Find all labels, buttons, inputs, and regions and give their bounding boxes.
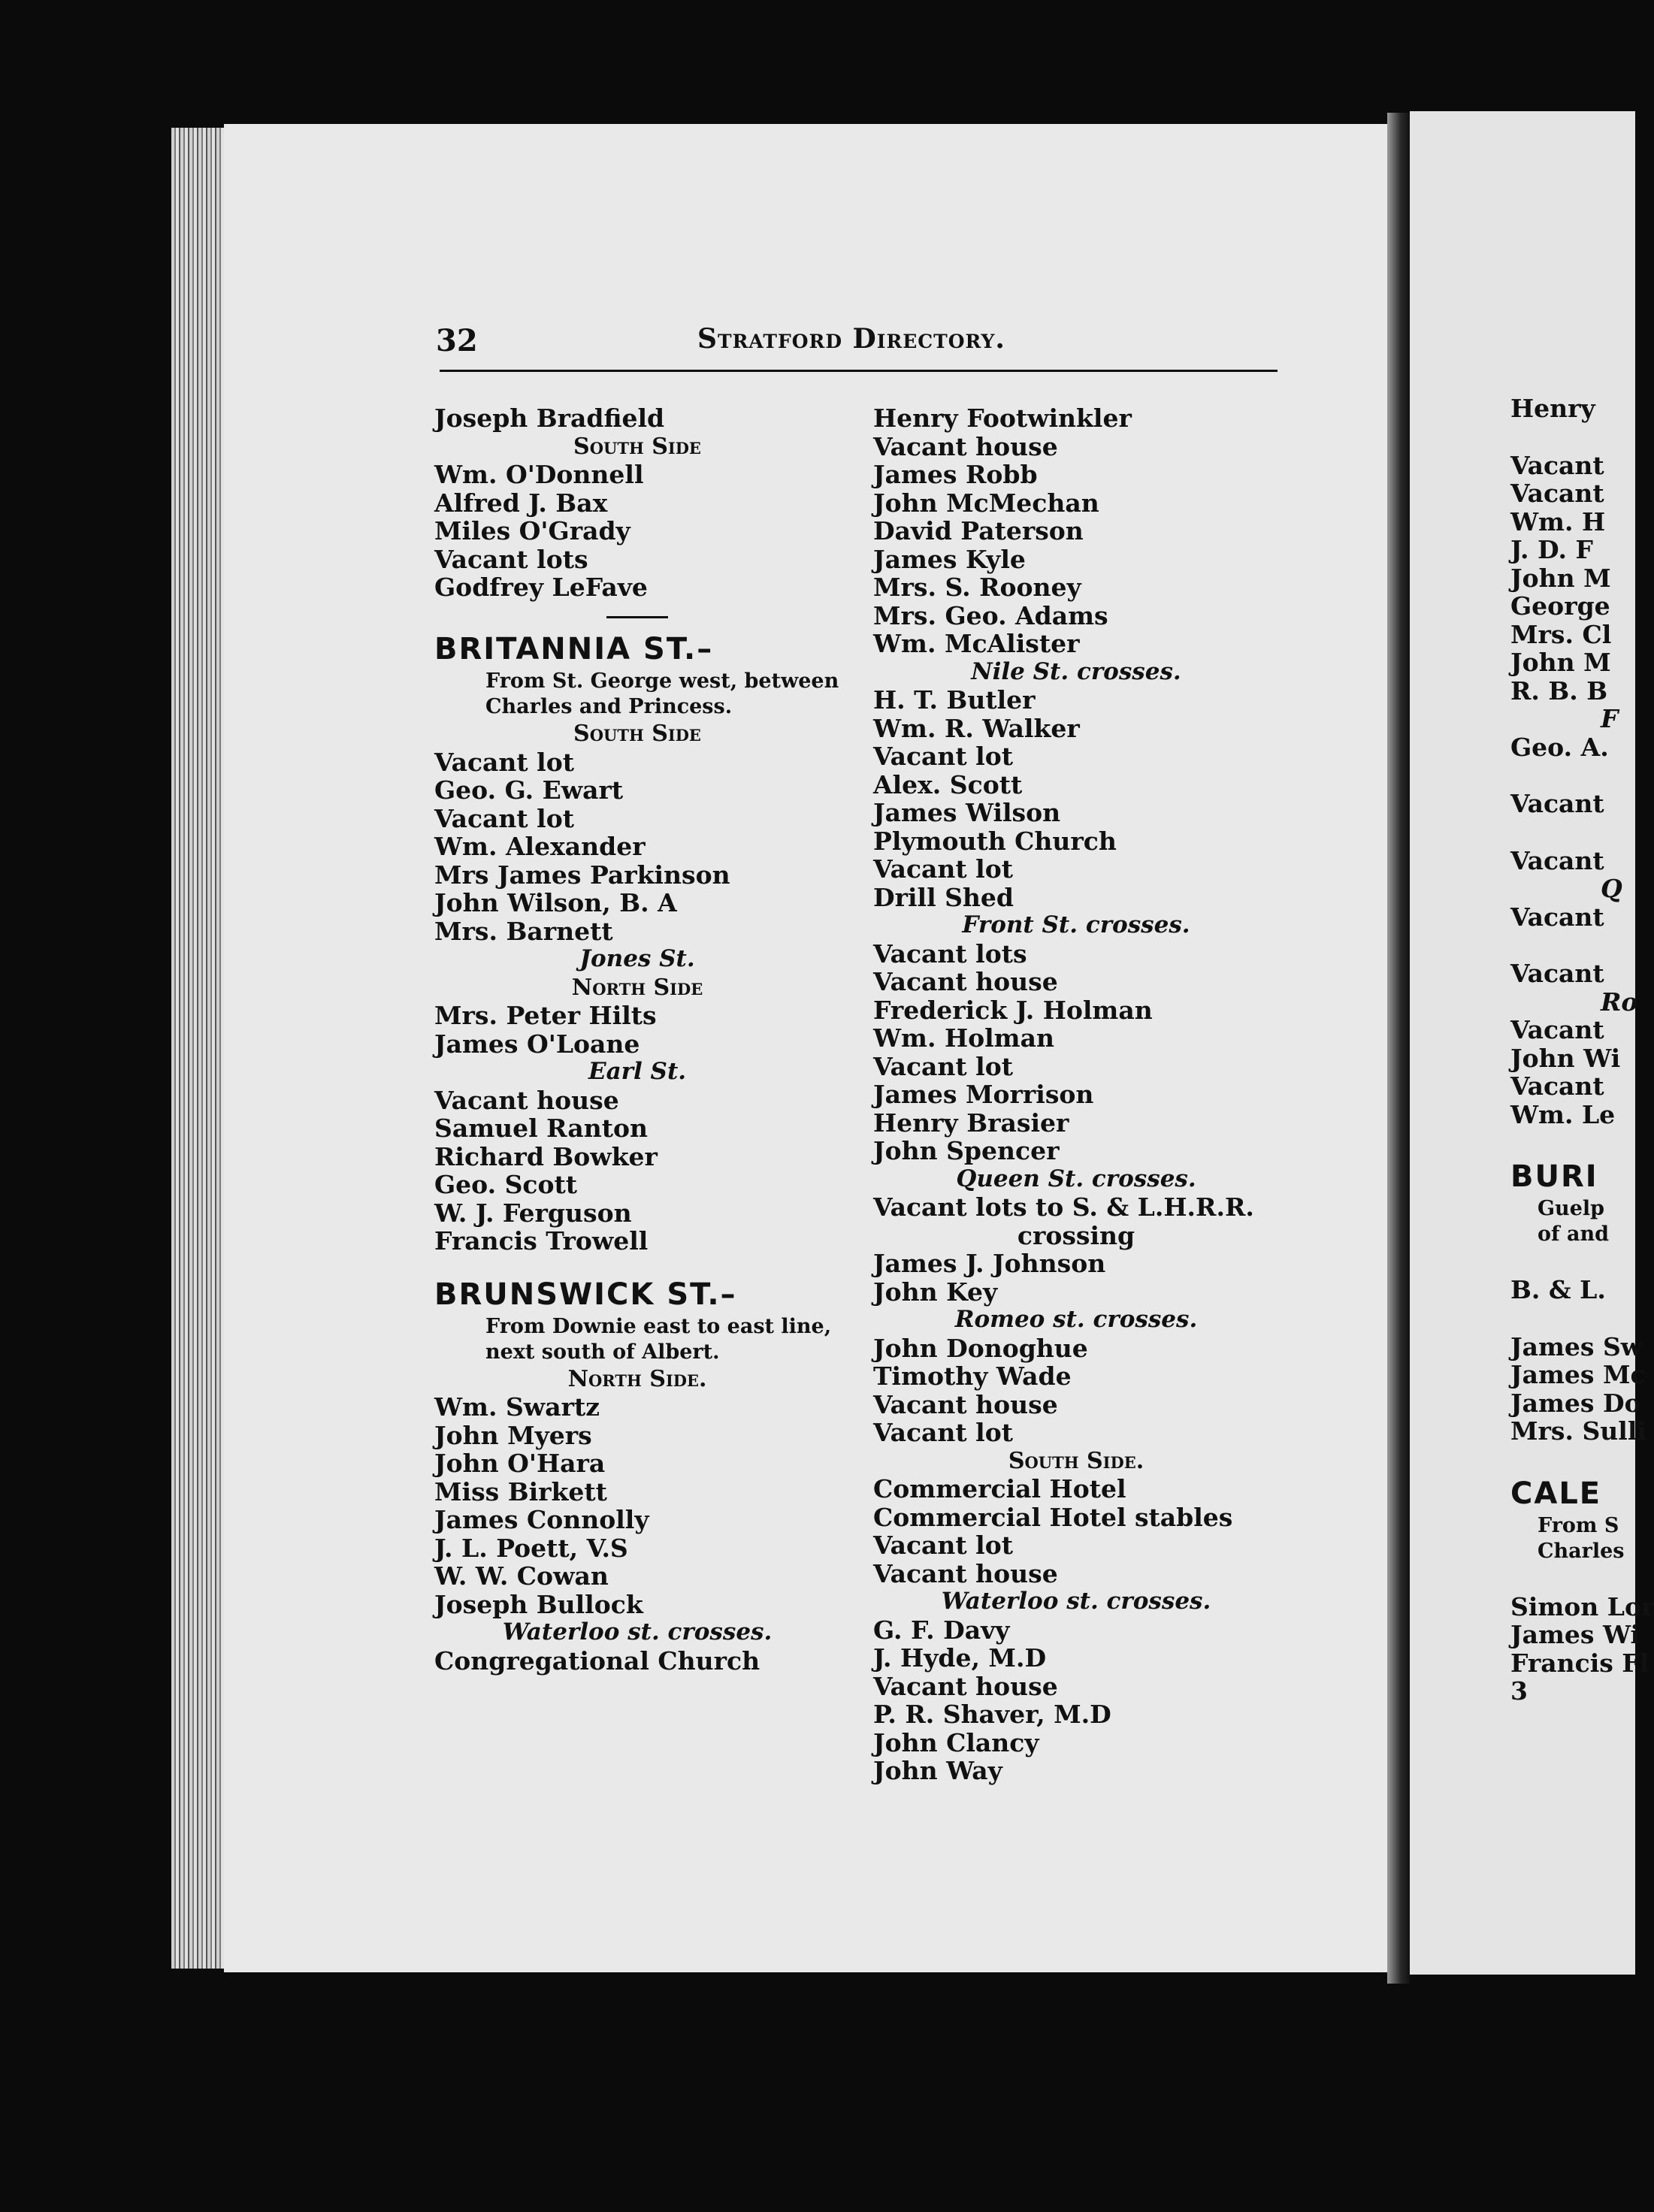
- directory-entry: Vacant house: [434, 1085, 619, 1115]
- spacer: [1510, 1129, 1638, 1157]
- street-description: Charles: [1538, 1539, 1625, 1563]
- directory-entry: Vacant: [1510, 902, 1604, 932]
- directory-entry: Wm. Holman: [873, 1023, 1054, 1053]
- directory-entry: Joseph Bradfield: [434, 403, 665, 433]
- directory-entry: John Wilson, B. A: [434, 888, 677, 917]
- directory-entry: Timothy Wade: [873, 1361, 1072, 1391]
- directory-entry: Vacant house: [873, 1389, 1058, 1419]
- directory-entry: Francis Fl: [1510, 1648, 1649, 1678]
- cross-street-note: Waterloo st. crosses.: [941, 1588, 1211, 1615]
- street-heading: BRITANNIA ST.–: [434, 632, 714, 666]
- spacer: [1510, 931, 1638, 959]
- directory-entry: Wm. O'Donnell: [434, 460, 644, 489]
- directory-entry: Wm. Alexander: [434, 832, 646, 861]
- directory-entry: Geo. G. Ewart: [434, 775, 624, 805]
- directory-entry: Mrs. Peter Hilts: [434, 1001, 657, 1030]
- directory-entry: Vacant lot: [873, 854, 1013, 884]
- side-heading: North Side: [571, 974, 703, 1001]
- directory-entry: Vacant: [1510, 1015, 1604, 1044]
- directory-entry: Wm. R. Walker: [873, 713, 1080, 743]
- cross-street-note: F: [1601, 704, 1619, 733]
- directory-entry: Congregational Church: [434, 1645, 760, 1676]
- street-description: Charles and Princess.: [485, 695, 733, 718]
- directory-entry: John McMechan: [873, 488, 1099, 518]
- directory-entry: Simon Lor: [1510, 1591, 1654, 1621]
- header-rule: [440, 370, 1278, 372]
- directory-entry: B. & L.: [1510, 1275, 1606, 1304]
- spacer: [1510, 1304, 1638, 1333]
- directory-entry: John Spencer: [873, 1136, 1060, 1165]
- directory-entry: Frederick J. Holman: [873, 995, 1153, 1025]
- side-heading: South Side: [573, 433, 701, 460]
- directory-entry: J. D. F: [1510, 535, 1593, 564]
- directory-entry: W. W. Cowan: [434, 1561, 609, 1591]
- directory-entry: Wm. McAlister: [873, 629, 1080, 658]
- directory-entry: Vacant house: [873, 967, 1058, 996]
- spacer: [1510, 761, 1638, 790]
- directory-entry: George: [1510, 591, 1610, 621]
- spacer: [1510, 423, 1638, 452]
- page-number: 32: [436, 323, 478, 358]
- directory-entry: Mrs. Sulli: [1510, 1416, 1646, 1446]
- directory-entry: Godfrey LeFave: [434, 573, 648, 602]
- directory-entry: John Way: [873, 1756, 1002, 1785]
- street-description: From S: [1538, 1513, 1619, 1537]
- spacer: [1510, 1446, 1638, 1474]
- page-header: [436, 323, 1278, 368]
- separator-rule: [606, 616, 668, 618]
- directory-entry: Vacant: [1510, 479, 1604, 508]
- directory-entry: James Kyle: [873, 544, 1026, 574]
- directory-entry: James Wilson: [873, 798, 1061, 827]
- directory-entry: John M: [1510, 563, 1611, 593]
- directory-entry: P. R. Shaver, M.D: [873, 1700, 1111, 1729]
- spacer: [434, 1256, 885, 1275]
- street-description: From St. George west, between: [485, 669, 839, 693]
- spacer: [1510, 1564, 1638, 1593]
- directory-entry: Miss Birkett: [434, 1476, 607, 1506]
- directory-entry: Mrs. S. Rooney: [873, 573, 1081, 602]
- directory-entry: 3: [1510, 1676, 1528, 1706]
- side-heading: North Side.: [567, 1365, 707, 1392]
- directory-entry: Vacant house: [873, 1671, 1058, 1701]
- directory-entry: Wm. H: [1510, 506, 1606, 536]
- directory-entry: Mrs. Barnett: [434, 916, 613, 946]
- directory-entry: Francis Trowell: [434, 1226, 649, 1256]
- next-page-column: [1510, 394, 1654, 1706]
- side-heading: South Side.: [1008, 1447, 1144, 1474]
- directory-entry: Henry Brasier: [873, 1108, 1069, 1138]
- left-directory-column: [434, 404, 885, 1675]
- directory-entry: H. T. Butler: [873, 685, 1036, 715]
- directory-entry: Wm. Le: [1510, 1099, 1616, 1129]
- directory-entry: John O'Hara: [434, 1449, 606, 1478]
- directory-entry: Vacant: [1510, 789, 1604, 818]
- cross-street-note: Ro: [1601, 987, 1638, 1017]
- street-description: From Downie east to east line,: [485, 1314, 832, 1338]
- street-heading: CALE: [1510, 1476, 1602, 1511]
- directory-entry: Henry Footwinkler: [873, 403, 1132, 433]
- directory-entry: John M: [1510, 648, 1611, 677]
- directory-entry: Vacant house: [873, 1558, 1058, 1588]
- cross-street-note: Queen St. crosses.: [956, 1165, 1196, 1192]
- directory-entry: Alex. Scott: [873, 769, 1023, 799]
- directory-entry: W. J. Ferguson: [434, 1198, 632, 1228]
- directory-entry: John Myers: [434, 1420, 592, 1450]
- running-title: Stratford Directory.: [697, 323, 1005, 355]
- directory-entry: James O'Loane: [434, 1029, 640, 1059]
- right-directory-column: [873, 404, 1324, 1785]
- street-description: Guelp: [1538, 1197, 1605, 1220]
- directory-entry: Vacant lots: [873, 938, 1027, 969]
- spacer: [1510, 818, 1638, 847]
- directory-entry: Mrs James Parkinson: [434, 860, 730, 890]
- directory-entry: John Clancy: [873, 1727, 1039, 1757]
- directory-entry: Alfred J. Bax: [434, 488, 608, 518]
- directory-entry: John Donoghue: [873, 1333, 1088, 1363]
- directory-entry: Vacant lots: [434, 544, 588, 574]
- directory-entry: Geo. A.: [1510, 732, 1609, 762]
- directory-entry: Joseph Bullock: [434, 1589, 643, 1619]
- directory-entry: R. B. B: [1510, 675, 1608, 706]
- directory-entry: Vacant lot: [434, 747, 574, 777]
- directory-entry: James Mc: [1510, 1360, 1646, 1389]
- directory-entry: Vacant: [1510, 1071, 1604, 1101]
- directory-entry: Vacant lots to S. & L.H.R.R.: [873, 1192, 1254, 1222]
- directory-entry: Drill Shed: [873, 882, 1014, 912]
- directory-entry: J. Hyde, M.D: [873, 1643, 1047, 1673]
- directory-entry: Vacant: [1510, 959, 1604, 988]
- directory-entry: Mrs. Geo. Adams: [873, 600, 1108, 630]
- directory-entry: Richard Bowker: [434, 1141, 658, 1171]
- cross-street-note: Romeo st. crosses.: [954, 1306, 1198, 1333]
- directory-entry: G. F. Davy: [873, 1615, 1010, 1645]
- directory-entry: Vacant house: [873, 431, 1058, 461]
- directory-entry: James Do: [1510, 1388, 1641, 1418]
- directory-entry: James Wi: [1510, 1620, 1640, 1649]
- side-heading: South Side: [573, 721, 701, 747]
- directory-entry: Commercial Hotel stables: [873, 1502, 1233, 1532]
- cross-street-note: Q: [1601, 874, 1622, 903]
- directory-entry: Wm. Swartz: [434, 1392, 600, 1422]
- directory-entry: James J. Johnson: [873, 1249, 1106, 1278]
- book-page-edges: [171, 128, 224, 1969]
- directory-entry: Vacant lot: [434, 803, 574, 833]
- directory-entry: James Robb: [873, 460, 1038, 489]
- directory-entry: John Wi: [1510, 1043, 1621, 1073]
- cross-street-note: Front St. crosses.: [962, 911, 1190, 938]
- directory-entry: Commercial Hotel: [873, 1474, 1126, 1503]
- cross-street-note: Nile St. crosses.: [971, 657, 1181, 685]
- directory-entry-continuation: crossing: [1017, 1220, 1135, 1250]
- cross-street-note: Earl St.: [588, 1058, 687, 1085]
- section-separator: [434, 602, 840, 630]
- cross-street-note: Jones St.: [579, 945, 695, 972]
- directory-entry: David Paterson: [873, 516, 1084, 545]
- directory-entry: Vacant lot: [873, 1051, 1013, 1081]
- directory-entry: Vacant lot: [873, 742, 1013, 771]
- directory-entry: Vacant: [1510, 845, 1604, 875]
- directory-entry: Miles O'Grady: [434, 516, 630, 545]
- directory-entry: John Key: [873, 1277, 998, 1307]
- book-gutter: [1387, 113, 1410, 1984]
- directory-entry: Vacant lot: [873, 1531, 1013, 1560]
- directory-entry: Mrs. Cl: [1510, 619, 1612, 649]
- cross-street-note: Waterloo st. crosses.: [502, 1618, 773, 1645]
- directory-entry: Vacant lot: [873, 1418, 1013, 1447]
- directory-entry: James Connolly: [434, 1505, 649, 1534]
- directory-entry: James Sw: [1510, 1331, 1643, 1361]
- street-heading: BURI: [1510, 1159, 1598, 1194]
- directory-entry: Henry: [1510, 394, 1595, 423]
- directory-entry: Plymouth Church: [873, 826, 1117, 856]
- street-heading: BRUNSWICK ST.–: [434, 1277, 737, 1312]
- directory-entry: Geo. Scott: [434, 1170, 578, 1199]
- spacer: [1510, 1247, 1638, 1276]
- directory-entry: J. L. Poett, V.S: [434, 1533, 628, 1563]
- street-description: next south of Albert.: [485, 1340, 720, 1364]
- directory-entry: Vacant: [1510, 450, 1604, 480]
- street-description: of and: [1538, 1222, 1610, 1246]
- directory-entry: James Morrison: [873, 1080, 1094, 1109]
- directory-entry: Samuel Ranton: [434, 1114, 648, 1143]
